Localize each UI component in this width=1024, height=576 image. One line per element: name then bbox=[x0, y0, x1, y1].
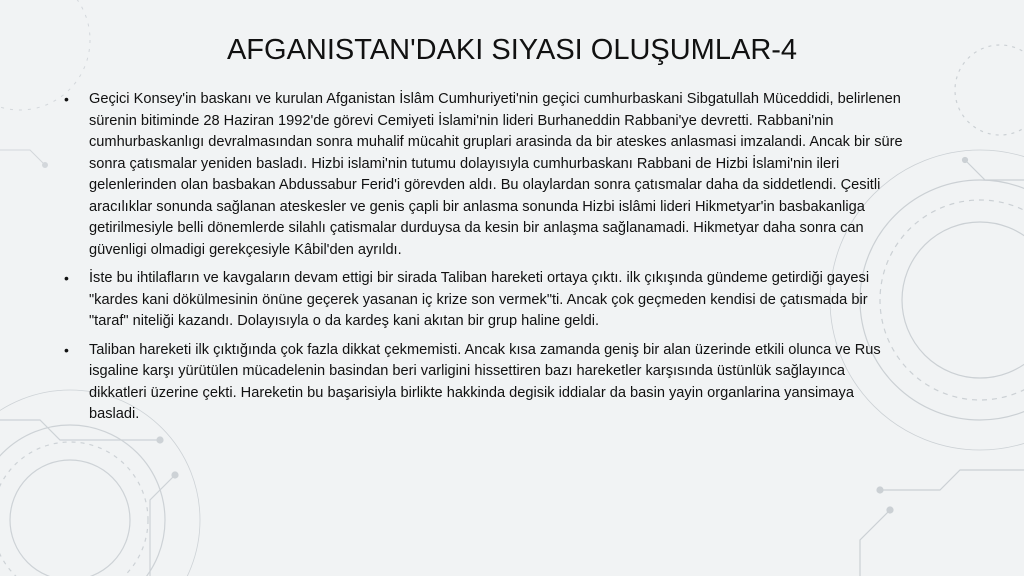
decor-node bbox=[43, 163, 48, 168]
decor-ring bbox=[902, 222, 1024, 378]
decor-node bbox=[157, 437, 163, 443]
decor-node bbox=[172, 472, 178, 478]
decor-ring bbox=[0, 425, 165, 576]
bullet-dot: • bbox=[64, 270, 69, 286]
decor-node bbox=[877, 487, 883, 493]
paragraph-text: Geçici Konsey'in baskanı ve kurulan Afganistan İslâm Cumhuriyeti'nin geçici cumhurbaskani Sibgatullah Müceddidi, belirlenen sürenin bitiminde 28 Haziran 1992'de görevi Cemiyeti İslami'nin lideri Burhaneddin Rabbani'ye devretti. Rabbani'nin cumhurbaskanlıgı devralmasından sonra muhalif mücahit gruplari arasinda da bir ateskes anlasmasi imzalandi. Ancak bir süre sonra çatısmalar yeniden basladı. Hizbi islami'nin tutumu dolayısıyla cumhurbaskanı Rabbani de Hizbi İslami'nin ileri gelenlerinden olan basbakan Abdussabur Ferid'i görevden aldı. Bu olaylardan sonra çatısmalar daha da siddetlendi. Çesitli aracılıklar sonunda sağlanan ateskesler ve genis çapli bir anlasma sonunda Hizbi islâmi lideri Hikmetyar'in basbakanliga getirilmesiyle belli dönemlerde silahlı çatismalar durduysa da kesin bir anlaşma sağlanamadi. Hikmetyar daha sonra can güvenligi olmadigi gerekçesiyle Kâbil'den ayrıldı. bbox=[89, 91, 903, 258]
decor-ring bbox=[955, 45, 1024, 135]
bullet-dot: • bbox=[64, 91, 69, 107]
bullet-dot: • bbox=[64, 341, 69, 358]
decor-node bbox=[963, 158, 968, 163]
decor-trace bbox=[0, 150, 45, 165]
bullet-list bbox=[64, 89, 904, 433]
decor-trace bbox=[880, 470, 1024, 490]
list-item bbox=[64, 340, 904, 426]
decor-trace bbox=[150, 475, 175, 576]
decor-trace bbox=[965, 160, 1024, 180]
paragraph-text: Taliban hareketi ilk çıktığında çok fazla dikkat çekmemisti. Ancak kısa zamanda geniş bir alan üzerinde etkili olunca ve Rus isgaline karşı yürütülen mücadelenin basindan beri varligini hissettiren bazı hareketler karşısında üstünlük sağlayınca dikkatleri üzerine çekti. Hareketin bu başarisiyla birlikte hakkinda degisik iddialar da basin yayin organlarina yansimaya basladi. bbox=[89, 341, 881, 422]
decor-trace bbox=[860, 510, 890, 576]
decor-node bbox=[887, 507, 893, 513]
slide-title: AFGANISTAN'DAKI SIYASI OLUŞUMLAR-4 bbox=[226, 34, 798, 66]
decor-ring bbox=[10, 460, 130, 576]
list-item bbox=[64, 268, 904, 333]
list-item bbox=[64, 89, 904, 261]
paragraph-text: İste bu ihtilafların ve kavgaların devam ettigi bir sirada Taliban hareketi ortaya çıktı. ilk çıkışında gündeme getirdiği gayesi "kardes kani dökülmesinin önüne geçerek yasanan iç krize son vermek"ti. Ancak çok geçmeden kendisi de çatısmada bir "taraf" niteliği kazandı. Dolayısıyla o da kardeş kani akıtan bir grup haline geldi. bbox=[89, 270, 870, 329]
